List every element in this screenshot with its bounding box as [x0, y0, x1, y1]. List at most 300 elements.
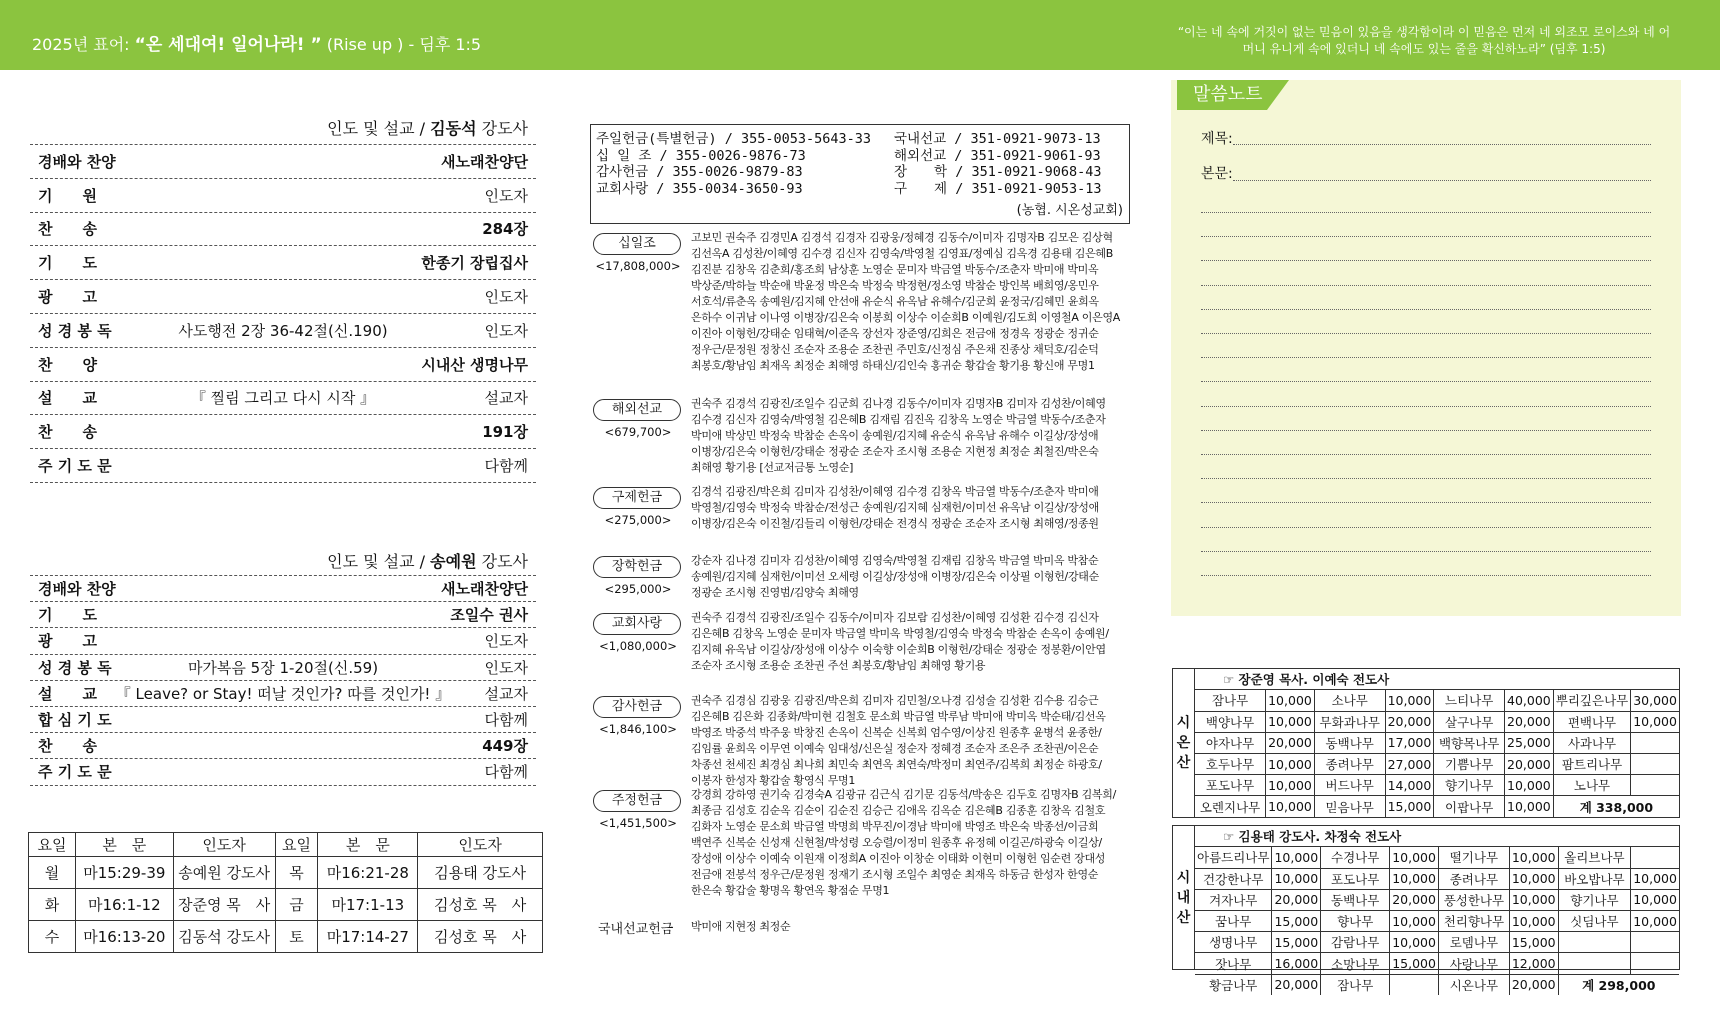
yearly-motto	[32, 30, 481, 55]
order-leader: 인도자	[484, 632, 528, 651]
offering-group-amount: <17,808,000>	[595, 259, 681, 273]
tree-row	[1195, 911, 1679, 932]
dawn-cell: 김동석 강도사	[173, 921, 275, 953]
order-leader: 191장	[482, 423, 528, 442]
tree-name: 팜트리나무	[1553, 754, 1630, 775]
order-label: 성 경 봉 독	[38, 321, 112, 340]
tree-amount: 20,000	[1505, 754, 1554, 775]
note-line	[1201, 430, 1651, 431]
order-label: 주 기 도 문	[38, 763, 112, 782]
sunday-leader-name: 김동석	[430, 119, 477, 138]
tree-amount: 15,000	[1509, 932, 1558, 953]
dawn-cell: 장준영 목 사	[173, 889, 275, 921]
order-leader: 시내산 생명나무	[421, 355, 528, 374]
order-row	[30, 759, 536, 785]
dawn-schedule-table	[28, 832, 543, 953]
motto-verse: “이는 네 속에 거짓이 없는 믿음이 있음을 생각함이라 이 믿음은 먼저 네 외조모 로이스와 네 어머니 유니게 속에 있더니 네 속에도 있는 줄을 확신하노라” (딤후 1:5)	[1177, 25, 1671, 56]
offering-group-amount: <1,080,000>	[599, 639, 677, 653]
tree-name: 천리향나무	[1438, 911, 1509, 932]
note-line	[1201, 309, 1651, 310]
dawn-header-cell: 인도자	[173, 833, 275, 857]
tree-name: 소망나무	[1321, 953, 1390, 974]
tree-amount	[1631, 847, 1679, 868]
tree-name: 느티나무	[1434, 690, 1505, 711]
order-label: 찬 송	[38, 423, 97, 442]
note-line	[1201, 285, 1651, 286]
account-line: 구 제 / 351-0921-9053-13	[894, 180, 1102, 197]
motto-main: “온 세대여! 일어나라! ”	[134, 35, 322, 55]
top-banner	[0, 0, 1720, 70]
tree-group-side	[1173, 826, 1195, 969]
note-line	[1233, 144, 1651, 145]
note-line	[1201, 454, 1651, 455]
order-detail: 마가복음 5장 1-20절(신.59)	[187, 658, 379, 677]
order-leader: 새노래찬양단	[441, 580, 528, 599]
dawn-header-cell: 본 문	[75, 833, 173, 857]
tree-name: 로뎀나무	[1438, 932, 1509, 953]
offering-group-label: 해외선교	[593, 399, 681, 421]
offering-group	[590, 693, 1130, 787]
tree-row	[1195, 932, 1679, 953]
dawn-cell: 마16:1-12	[75, 889, 173, 921]
tree-name: 바오밥나무	[1558, 868, 1631, 889]
tree-name: 감람나무	[1321, 932, 1390, 953]
tree-row	[1195, 711, 1679, 732]
dawn-cell: 마16:21-28	[318, 857, 418, 889]
sermon-note-box	[1171, 80, 1681, 616]
dawn-service-title: 새벽기도회	[46, 796, 138, 818]
tree-amount: 10,000	[1272, 868, 1321, 889]
wednesday-service-title: 수요기도회	[46, 519, 133, 540]
tree-amount: 10,000	[1509, 889, 1558, 910]
tree-amount: 14,000	[1385, 775, 1434, 796]
tree-amount: 30,000	[1631, 690, 1679, 711]
dawn-cell: 김용태 강도사	[418, 857, 543, 889]
order-leader: 한종기 장립집사	[421, 254, 528, 273]
offering-group-names: 고보민 권숙주 김경민A 김경석 김경자 김광웅/정혜경 김동수/이미자 김명자B 김모은 김상혁 김선옥A 김성찬/이혜영 김수경 김신자 김영숙/박영철 김영표/정예심 김옥경 김용태 김은혜B 김진분 김창옥 김춘희/홍조희 남상훈 노영순 문미자 박금열 박동수/조춘자 박미애 박미옥 박상준/박하늘 박순애 박윤정 박은숙 박정숙 박정현/정소영 박참순 방인복 배희영/옹민우 서호석/류춘옥 송예원/김지혜 안선애 유순식 유옥남 유해수/김군희 윤정국/김혜민 윤희옥 은하수 이귀남 이나영 이병장/김은숙 이봉희 이상수 이순희B 이예원/김도희 이영철A 이은영A 이진아 이형헌/강태순 임태혁/이준옥 장선자 장준영/김희은 전금애 정경옥 정광순 정귀순 정우근/문정원 정창신 조순자 조용순 조찬권 주민호/신정심 주은채 진종상 채덕호/김순덕 최봉호/황남임 최재옥 최정순 최해영 하태신/김인숙 홍귀순 황갑술 황기용 황신애 무명1	[691, 231, 1121, 372]
order-label: 주 기 도 문	[38, 457, 112, 476]
offering-group-amount: <1,451,500>	[599, 816, 677, 830]
tree-name: 백양나무	[1195, 711, 1266, 732]
order-row	[30, 628, 536, 654]
tree-amount: 10,000	[1509, 911, 1558, 932]
order-leader: 조일수 권사	[450, 606, 528, 625]
order-label: 설 교	[38, 684, 97, 703]
order-row	[30, 415, 536, 449]
offering-title: 주께 드린 예물	[614, 84, 730, 105]
tree-group-body	[1195, 669, 1679, 817]
tree-name: 동백나무	[1321, 889, 1390, 910]
tree-name: 기쁨나무	[1434, 754, 1505, 775]
tree-name: 시온나무	[1438, 974, 1509, 995]
tree-amount	[1631, 953, 1679, 974]
tree-name: 아름드리나무	[1195, 847, 1272, 868]
order-leader: 설교자	[484, 389, 528, 408]
tree-amount: 10,000	[1390, 911, 1439, 932]
dawn-cell: 수	[29, 921, 76, 953]
tree-group-side-char: 온	[1176, 735, 1191, 751]
offering-group	[590, 553, 1130, 605]
tree-name: 살구나무	[1434, 711, 1505, 732]
domestic-mission-group	[590, 918, 1130, 936]
offering-group-names: 김경석 김광진/박은희 김미자 김성찬/이혜영 김수경 김창옥 박금열 박동수/조춘자 박미애 박영철/김영숙 박정숙 박참순/전성근 송예원/김지혜 심재헌/이미선 유옥남 이길상/장성애 이병장/김은숙 이진철/김들리 이형헌/강태순 전경식 정광순 조순자 조시형 최해영/정종원	[691, 485, 1099, 530]
account-line: 해외선교 / 351-0921-9061-93	[894, 147, 1101, 164]
dawn-header-cell: 요일	[275, 833, 318, 857]
tree-name: 떨기나무	[1438, 847, 1509, 868]
order-leader: 다함께	[484, 711, 528, 730]
tree-amount: 10,000	[1631, 911, 1679, 932]
order-row	[30, 213, 536, 247]
tree-name: 잣나무	[1195, 953, 1272, 974]
tree-row	[1195, 732, 1679, 753]
order-row	[30, 707, 536, 733]
tree-name: 노나무	[1553, 775, 1630, 796]
sermon-note-header	[1177, 80, 1289, 110]
tree-name: 백향목나무	[1434, 732, 1505, 753]
tree-amount: 10,000	[1509, 847, 1558, 868]
tree-amount: 10,000	[1631, 868, 1679, 889]
offering-group	[590, 484, 1130, 548]
account-line: 교회사랑 / 355-0034-3650-93	[596, 180, 803, 197]
sunday-leader-suffix: 강도사	[476, 119, 528, 138]
order-row	[30, 382, 536, 416]
dawn-header-cell: 인도자	[418, 833, 543, 857]
offering-group-names: 강경희 강하영 권기숙 김경숙A 김광규 김근식 김기문 김동석/박송은 김두호 김명자B 김복희/최종금 김성호 김순옥 김순이 김순진 김승근 김애옥 김옥순 김은혜B 김종훈 김창옥 김철호 김화자 노영순 문소희 박금열 박명희 박무진/이경남 박미애 박영조 박은숙 박종선/이금희 백연주 신복순 신성재 신현철/박성령 오승렬/이정미 원종후 유정혜 이길곤/하광숙 이길상/장성애 이상수 이예숙 이원재 이정희A 이진아 이창순 이태화 이현미 이형헌 임순련 장대성 전금애 전봉석 정우근/문정원 정재기 조시형 조일수 최영순 최재옥 하동금 한성자 한영순 한은숙 황갑술 황명옥 황연옥 황점순 무명1	[691, 788, 1116, 897]
tree-amount: 10,000	[1390, 847, 1439, 868]
order-row	[30, 681, 536, 707]
note-line	[1201, 478, 1651, 479]
tree-amount: 15,000	[1272, 932, 1321, 953]
tree-name: 이팝나무	[1434, 796, 1505, 817]
dawn-row	[29, 857, 543, 889]
sinai-tree-table	[1172, 825, 1680, 993]
dawn-header-row	[29, 833, 543, 857]
tree-amount: 12,000	[1509, 953, 1558, 974]
tree-name: 야자나무	[1195, 732, 1266, 753]
note-line	[1201, 333, 1651, 334]
tree-group-side-char: 산	[1176, 755, 1191, 771]
tree-name: 잠나무	[1321, 974, 1390, 995]
order-label: 경배와 찬양	[38, 580, 116, 599]
order-label: 찬 송	[38, 737, 97, 756]
dawn-cell: 화	[29, 889, 76, 921]
tree-name: 황금나무	[1195, 974, 1272, 995]
sunday-order-list	[30, 144, 536, 483]
wednesday-order-list	[30, 575, 536, 786]
offering-group-names: 강순자 김나경 김미자 김성찬/이혜영 김영숙/박영철 김재림 김창옥 박금열 박미옥 박참순 송예원/김지혜 심재헌/이미선 오세령 이길상/장성애 이병장/김은숙 이상필 이형헌/강태순 정광순 조시형 진영범/김양숙 최해영	[691, 554, 1099, 599]
dawn-service-header	[30, 792, 270, 822]
note-line	[1201, 406, 1651, 407]
tree-name: 사랑나무	[1438, 953, 1509, 974]
offering-header	[598, 80, 788, 110]
tree-name: 편백나무	[1553, 711, 1630, 732]
order-row	[30, 348, 536, 382]
order-label: 광 고	[38, 288, 97, 307]
tree-amount: 15,000	[1390, 953, 1439, 974]
dawn-row	[29, 921, 543, 953]
dawn-cell: 마15:29-39	[75, 857, 173, 889]
order-row	[30, 576, 536, 602]
tree-amount: 27,000	[1385, 754, 1434, 775]
note-line	[1201, 551, 1651, 552]
tree-amount: 20,000	[1272, 889, 1321, 910]
motto-suffix: (Rise up ) - 딤후 1:5	[321, 35, 482, 54]
order-label: 기 도	[38, 254, 97, 273]
tree-amount: 10,000	[1266, 775, 1315, 796]
sunday-service-header	[30, 80, 294, 110]
order-label: 합 심 기 도	[38, 711, 112, 730]
tree-amount: 20,000	[1272, 974, 1321, 995]
offering-group-amount: <275,000>	[604, 513, 672, 527]
offering-group-names: 권숙주 김경심 김광웅 김광진/박은희 김미자 김민철/오나경 김성술 김성환 김수용 김승근 김은혜B 김은화 김종화/박미현 김철호 문소희 박금열 박루남 박미애 박미옥 박순태/김선옥 박영조 박중석 박주웅 박창진 손옥이 신복순 신복희 엄수영/이상진 원종후 윤병석 윤종한/김임률 윤희옥 이무연 이예숙 임대성/신은실 정순자 정혜경 조순자 조은주 조찬권/이은순 차종선 천세진 최경심 최나희 최민숙 최연옥 최연숙/박정미 최연주/김복희 최정순 하광호/이봉자 한성자 황갑술 황영식 무명1	[691, 694, 1106, 787]
note-line	[1201, 236, 1651, 237]
tree-row	[1195, 868, 1679, 889]
order-leader: 설교자	[484, 684, 528, 703]
sunday-service-title: 주일오후예배	[46, 84, 151, 105]
note-line	[1201, 527, 1651, 528]
offering-group-label: 교회사랑	[593, 613, 681, 635]
tree-amount	[1631, 754, 1679, 775]
tree-name: 잠나무	[1195, 690, 1266, 711]
tree-amount: 10,000	[1390, 868, 1439, 889]
wednesday-leader-name: 송예원	[430, 552, 477, 571]
tree-name: 소나무	[1314, 690, 1385, 711]
tree-group-pastors: ☞ 김용태 강도사. 차정숙 전도사	[1195, 826, 1679, 847]
tree-name: 올리브나무	[1558, 847, 1631, 868]
account-line: 국내선교 / 351-0921-9073-13	[894, 131, 1101, 147]
offering-group	[590, 396, 1130, 478]
tree-name: 생명나무	[1195, 932, 1272, 953]
note-line	[1201, 260, 1651, 261]
tree-name: 포도나무	[1195, 775, 1266, 796]
tree-name: 종려나무	[1314, 754, 1385, 775]
tree-name: 동백나무	[1314, 732, 1385, 753]
dawn-row	[29, 889, 543, 921]
offering-group	[590, 787, 1130, 915]
order-detail: 『 찔림 그리고 다시 시작 』	[190, 389, 376, 408]
tree-row	[1195, 690, 1679, 711]
tree-amount: 10,000	[1385, 690, 1434, 711]
tree-amount: 20,000	[1266, 732, 1315, 753]
offering-group-names: 권숙주 김경석 김광진/조일수 김동수/이미자 김보람 김성찬/이혜영 김성환 김수경 김신자 김은혜B 김창옥 노영순 문미자 박금열 박미옥 박영철/김영숙 박정숙 박참순 손옥이 송예원/김지혜 유옥남 이길상/장성애 이상수 이숙향 이순희B 이형헌/강태순 정광순 정봉환/이안엽 조순자 조시형 조용순 조찬권 주선 최봉호/황남임 최해영 황기용	[691, 611, 1109, 672]
tree-name: 겨자나무	[1195, 889, 1272, 910]
order-label: 기 도	[38, 606, 97, 625]
note-subject-label: 제목:	[1201, 131, 1233, 147]
tree-name: 버드나무	[1314, 775, 1385, 796]
dawn-service-time: 오전 5:30	[145, 798, 218, 817]
order-leader: 인도자	[484, 321, 528, 340]
order-row	[30, 179, 536, 213]
wednesday-service-time: 오후 7:30	[160, 520, 233, 539]
note-body-label: 본문:	[1201, 166, 1233, 182]
tree-group-side-char: 내	[1176, 889, 1191, 906]
order-label: 경배와 찬양	[38, 152, 116, 171]
note-line	[1201, 502, 1651, 503]
dawn-cell: 금	[275, 889, 318, 921]
note-line	[1201, 357, 1651, 358]
tree-amount: 10,000	[1509, 868, 1558, 889]
sunday-leader	[327, 116, 528, 139]
sermon-note-title: 말씀노트	[1193, 84, 1263, 105]
offering-group-names: 권숙주 김경석 김광진/조일수 김군희 김나경 김동수/이미자 김명자B 김미자 김성찬/이혜영 김수경 김신자 김영숙/박영철 김은혜B 김재림 김진옥 김창옥 노영순 박금열 박동수/조춘자 박미애 박상민 박정숙 박참순 손옥이 송예원/김지혜 유순식 유옥남 유해수 이길상/장성애 이병장/김은숙 이형헌/강태순 정광순 조순자 조시형 조용순 지현정 최정순 최철진/박은숙 최해영 황기용 [선교저금통 노영순]	[691, 397, 1106, 474]
dawn-cell: 김성호 목 사	[418, 921, 543, 953]
dawn-cell: 마17:1-13	[318, 889, 418, 921]
order-row	[30, 655, 536, 681]
order-leader: 다함께	[484, 763, 528, 782]
offering-accounts-box	[590, 124, 1130, 224]
offering-group-label: 감사헌금	[593, 696, 681, 718]
dawn-cell: 마16:13-20	[75, 921, 173, 953]
tree-amount: 15,000	[1272, 911, 1321, 932]
order-leader: 인도자	[484, 288, 528, 307]
dawn-header-cell: 본 문	[318, 833, 418, 857]
tree-name: 수경나무	[1321, 847, 1390, 868]
domestic-mission-names: 박미애 지현정 최정순	[691, 920, 791, 933]
order-label: 설 교	[38, 389, 97, 408]
tree-name: 꿈나무	[1195, 911, 1272, 932]
order-leader: 새노래찬양단	[441, 152, 528, 171]
account-line: 감사헌금 / 355-0026-9879-83	[596, 164, 803, 180]
tree-amount: 10,000	[1631, 889, 1679, 910]
tree-name: 뿌리깊은나무	[1553, 690, 1630, 711]
order-label: 광 고	[38, 632, 97, 651]
order-leader: 449장	[482, 737, 528, 756]
tree-groups-header	[1177, 626, 1289, 656]
order-row	[30, 733, 536, 759]
wednesday-leader-suffix: 강도사	[476, 552, 528, 571]
tree-amount: 10,000	[1272, 847, 1321, 868]
tree-amount: 20,000	[1505, 711, 1554, 732]
sunday-leader-prefix: 인도 및 설교 /	[327, 119, 431, 138]
note-line	[1233, 180, 1651, 181]
dawn-cell: 월	[29, 857, 76, 889]
tree-name: 믿음나무	[1314, 796, 1385, 817]
tree-row	[1195, 775, 1679, 796]
order-label: 기 원	[38, 186, 97, 205]
tree-name: 건강한나무	[1195, 868, 1272, 889]
offering-group	[590, 610, 1130, 688]
tree-amount: 20,000	[1385, 711, 1434, 732]
tree-name: 풍성한나무	[1438, 889, 1509, 910]
accounts-left-column	[596, 131, 894, 197]
tree-name: 오렌지나무	[1195, 796, 1266, 817]
tree-group-grid	[1195, 847, 1679, 995]
offering-group-label: 주정헌금	[593, 790, 681, 812]
order-row	[30, 449, 536, 483]
offering-group-amount: <295,000>	[604, 582, 672, 596]
note-line	[1201, 381, 1651, 382]
account-line: 주일헌금(특별헌금) / 355-0053-5643-33	[596, 131, 872, 147]
tree-name: 싯딤나무	[1558, 911, 1631, 932]
tree-amount: 20,000	[1390, 889, 1439, 910]
tree-amount: 10,000	[1266, 711, 1315, 732]
tree-amount: 10,000	[1505, 775, 1554, 796]
domestic-mission-label: 국내선교헌금	[598, 922, 674, 937]
dawn-cell: 토	[275, 921, 318, 953]
tree-row	[1195, 953, 1679, 974]
order-leader: 284장	[482, 220, 528, 239]
tree-row	[1195, 889, 1679, 910]
offering-group	[590, 230, 1130, 390]
offering-group-amount: <1,846,100>	[599, 722, 677, 736]
tree-row	[1195, 847, 1679, 868]
tree-amount	[1631, 775, 1679, 796]
order-label: 찬 양	[38, 355, 97, 374]
tree-group-body	[1195, 826, 1679, 993]
order-leader: 인도자	[484, 186, 528, 205]
dawn-cell: 김성호 목 사	[418, 889, 543, 921]
dawn-header-cell: 요일	[29, 833, 76, 857]
order-detail: 사도행전 2장 36-42절(신.190)	[178, 321, 388, 340]
tree-name: 포도나무	[1321, 868, 1390, 889]
tree-groups-title: 나무모임	[1193, 630, 1263, 651]
order-leader: 다함께	[484, 457, 528, 476]
tree-name: 향기나무	[1434, 775, 1505, 796]
order-row	[30, 314, 536, 348]
order-leader: 인도자	[484, 658, 528, 677]
tree-amount: 10,000	[1390, 932, 1439, 953]
tree-amount: 15,000	[1385, 796, 1434, 817]
motto-prefix: 2025년 표어:	[32, 35, 135, 54]
tree-row	[1195, 974, 1679, 995]
account-line: 십 일 조 / 355-0026-9876-73	[596, 147, 806, 164]
order-detail: 『 Leave? or Stay! 떠날 것인가? 따를 것인가! 』	[115, 684, 451, 703]
zion-tree-table	[1172, 668, 1680, 818]
offering-group-label: 구제헌금	[593, 487, 681, 509]
tree-name: 향기나무	[1558, 889, 1631, 910]
accounts-right-column	[894, 131, 1102, 197]
order-row	[30, 602, 536, 628]
wednesday-service-header	[30, 515, 288, 545]
order-label: 찬 송	[38, 220, 97, 239]
wednesday-leader	[327, 549, 528, 572]
order-row	[30, 280, 536, 314]
tree-amount	[1631, 732, 1679, 753]
order-label: 성 경 봉 독	[38, 658, 112, 677]
tree-name	[1558, 953, 1631, 974]
tree-row	[1195, 796, 1679, 817]
tree-group-pastors: ☞ 장준영 목사. 이예숙 전도사	[1195, 669, 1679, 690]
dawn-cell: 목	[275, 857, 318, 889]
tree-amount: 10,000	[1266, 796, 1315, 817]
offering-group-label: 십일조	[593, 233, 681, 255]
tree-amount: 16,000	[1272, 953, 1321, 974]
tree-group-side-char: 시	[1176, 869, 1191, 886]
tree-name: 사과나무	[1553, 732, 1630, 753]
tree-amount: 20,000	[1509, 974, 1558, 995]
tree-row	[1195, 754, 1679, 775]
offering-group-amount: <679,700>	[604, 425, 672, 439]
tree-amount	[1390, 974, 1439, 995]
note-line	[1201, 212, 1651, 213]
wednesday-leader-prefix: 인도 및 설교 /	[327, 552, 431, 571]
order-row	[30, 145, 536, 179]
order-row	[30, 246, 536, 280]
offering-group-label: 장학헌금	[593, 556, 681, 578]
tree-group-grid	[1195, 690, 1679, 817]
tree-amount: 17,000	[1385, 732, 1434, 753]
tree-amount: 10,000	[1266, 690, 1315, 711]
tree-name: 호두나무	[1195, 754, 1266, 775]
bank-name: (농협. 시온성교회)	[1016, 202, 1123, 218]
tree-amount: 10,000	[1266, 754, 1315, 775]
tree-amount: 10,000	[1505, 796, 1554, 817]
tree-amount: 40,000	[1505, 690, 1554, 711]
tree-total: 계 338,000	[1579, 799, 1654, 815]
dawn-cell: 송예원 강도사	[173, 857, 275, 889]
account-line: 장 학 / 351-0921-9068-43	[894, 164, 1102, 180]
tree-amount: 25,000	[1505, 732, 1554, 753]
